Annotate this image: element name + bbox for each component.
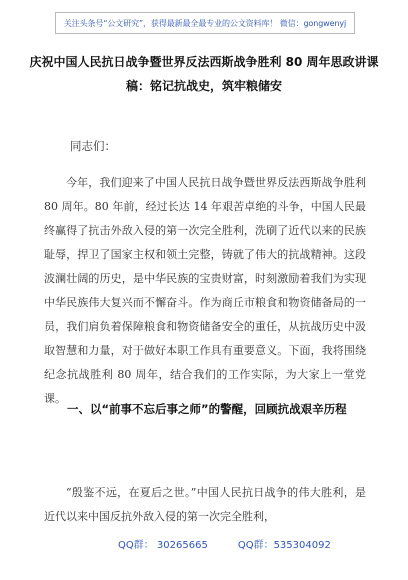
greeting: 同志们：	[70, 139, 116, 153]
promo-banner-text: 关注头条号“公文研究”，获得最新最全最专业的公文资料库！ 微信：gongwenyj	[63, 18, 347, 28]
body-paragraph-1: 今年，我们迎来了中国人民抗日战争暨世界反法西斯战争胜利 80 周年。80 年前，经过长达 14 年艰苦卓绝的斗争，中国人民最终赢得了抗击外敌入侵的第一次完全胜利，洗刷了近代以来的民族耻辱，捍卫了国家主权和领土完整，铸就了伟大的抗战精神。这段波澜壮阔的历史，是中华民族的宝贵财富，时刻激励着我们为实现中华民族伟大复兴而不懈奋斗。作为商丘市粮食和物资储备局的一员，我们肩负着保障粮食和物资储备安全的重任，从抗战历史中汲取智慧和力量，对于做好本职工作具有重要意义。下面，我将围绕纪念抗战胜利 80 周年，结合我们的工作实际，为大家上一堂党课。	[44, 176, 366, 405]
promo-banner	[55, 12, 355, 34]
section-heading-1: 一、以“前事不忘后事之师”的警醒，回顾抗战艰辛历程	[67, 402, 347, 416]
document-title: 庆祝中国人民抗日战争暨世界反法西斯战争胜利 80 周年思政讲课稿：铭记抗战史，筑牢粮储安	[29, 55, 379, 93]
body-paragraph-2: “殷鉴不远，在夏后之世。”中国人民抗日战争的伟大胜利，是近代以来中国反抗外敌入侵的第一次完全胜利，	[44, 486, 366, 523]
footer-qq-group-2: QQ群：535304092	[237, 540, 331, 551]
footer-qq-group-1: QQ群： 30265665	[118, 540, 208, 551]
footer-contacts	[118, 536, 331, 551]
